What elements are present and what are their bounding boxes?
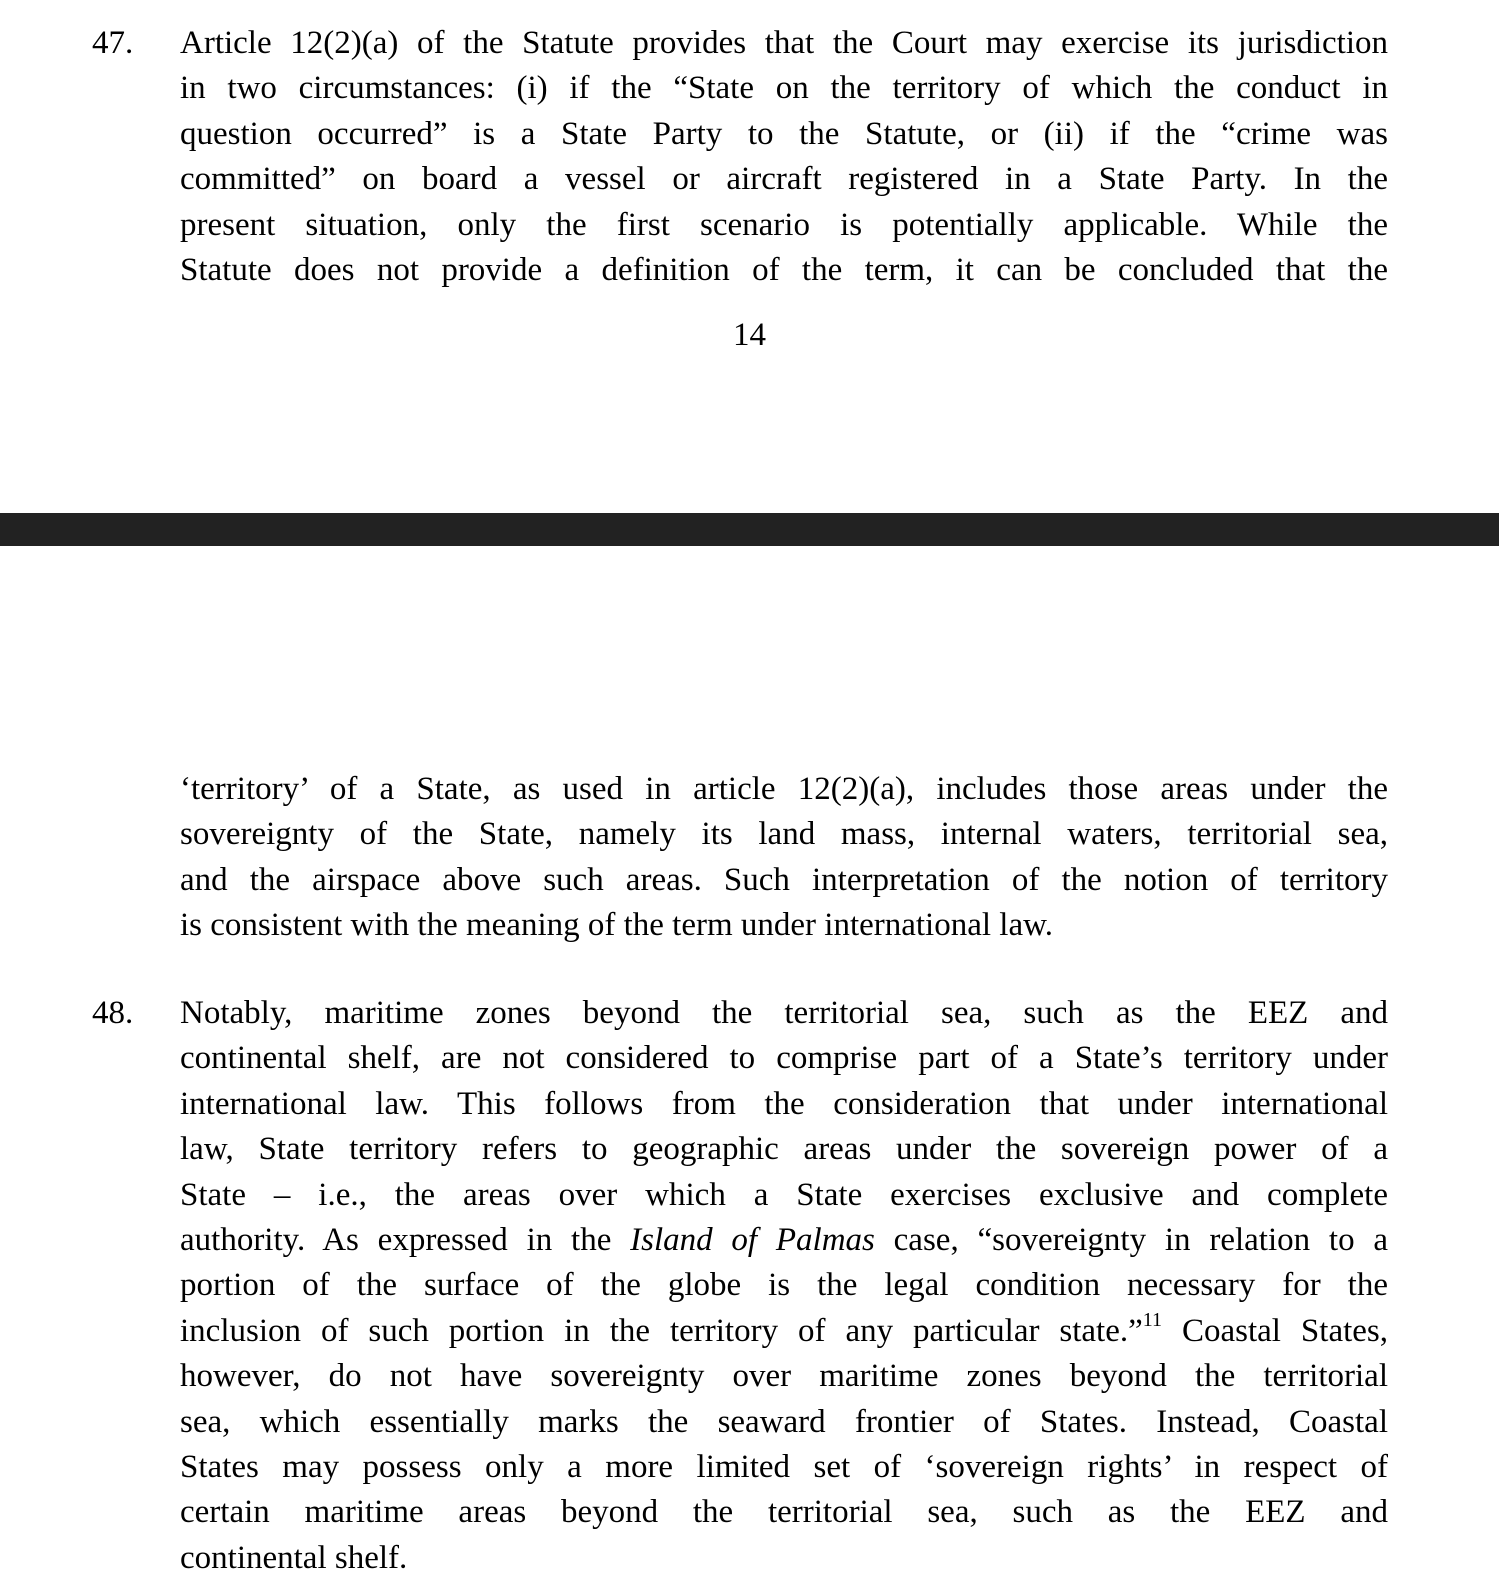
text-line: ‘territory’ of a State, as used in article 12(2)(a), includes those areas under the — [180, 771, 1388, 807]
text-line: Article 12(2)(a) of the Statute provides that the Court may exercise its jurisdiction — [180, 25, 1388, 61]
case-name: Island of Palmas — [630, 1222, 875, 1259]
paragraph-number: 48. — [92, 995, 134, 1031]
text-line: sovereignty of the State, namely its land mass, internal waters, territorial sea, — [180, 816, 1388, 853]
text-line — [180, 1218, 1388, 1263]
text-run: Coastal States, — [1162, 1312, 1388, 1349]
text-line: in two circumstances: (i) if the “State on the territory of which the conduct in — [180, 70, 1388, 107]
text-line: portion of the surface of the globe is the legal condition necessary for the — [180, 1267, 1388, 1304]
text-run: inclusion of such portion in the territory of any particular state.” — [180, 1312, 1143, 1349]
text-line: and the airspace above such areas. Such interpretation of the notion of territory — [180, 861, 1388, 898]
text-run: authority. As expressed in the — [180, 1222, 631, 1259]
footnote-reference[interactable]: 11 — [1142, 1308, 1163, 1331]
page-divider — [0, 513, 1499, 546]
text-line: committed” on board a vessel or aircraft registered in a State Party. In the — [180, 161, 1388, 198]
text-line: continental shelf, are not considered to comprise part of a State’s territory under — [180, 1040, 1388, 1077]
text-line: sea, which essentially marks the seaward frontier of States. Instead, Coastal — [180, 1403, 1388, 1440]
text-line: States may possess only a more limited set of ‘sovereign rights’ in respect of — [180, 1449, 1388, 1486]
text-line: however, do not have sovereignty over maritime zones beyond the territorial — [180, 1358, 1388, 1395]
text-line: certain maritime areas beyond the territorial sea, such as the EEZ and — [180, 1494, 1388, 1531]
text-run: case, “sovereignty in relation to a — [874, 1222, 1388, 1259]
text-line: continental shelf. — [180, 1539, 408, 1576]
text-line: international law. This follows from the consideration that under international — [180, 1085, 1388, 1122]
text-line: State – i.e., the areas over which a State exercises exclusive and complete — [180, 1176, 1388, 1213]
text-line — [180, 1309, 1388, 1354]
text-line: Notably, maritime zones beyond the territorial sea, such as the EEZ and — [180, 995, 1388, 1031]
page-number: 14 — [733, 317, 766, 353]
text-line: present situation, only the first scenario is potentially applicable. While the — [180, 206, 1388, 243]
text-line: is consistent with the meaning of the term under international law. — [180, 907, 1054, 944]
paragraph-text — [180, 991, 1388, 1581]
text-line: question occurred” is a State Party to the Statute, or (ii) if the “crime was — [180, 115, 1388, 152]
text-line: Statute does not provide a definition of the term, it can be concluded that the — [180, 252, 1388, 289]
paragraph-text — [180, 767, 1388, 949]
paragraph-text — [180, 21, 1388, 293]
text-line: law, State territory refers to geographic areas under the sovereign power of a — [180, 1131, 1388, 1168]
paragraph-number: 47. — [92, 25, 134, 61]
